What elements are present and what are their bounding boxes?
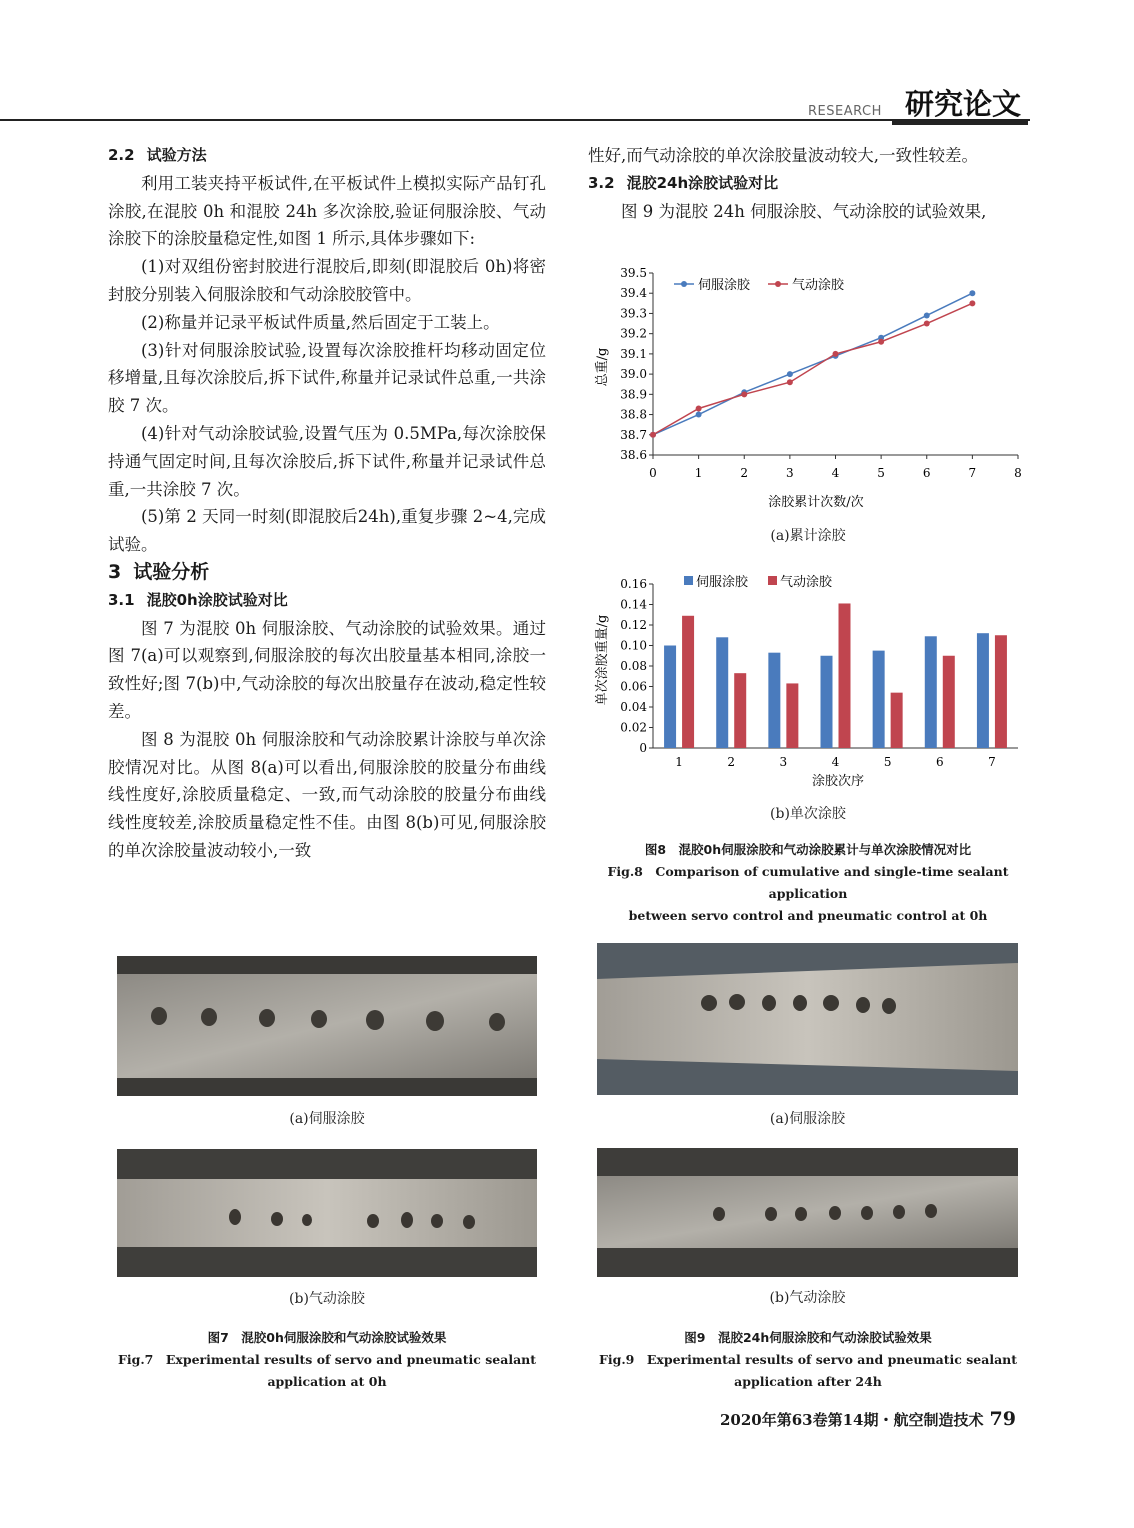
y-tick-label: 38.6 [620,448,647,462]
y-tick-label: 0.08 [620,659,647,673]
data-point-pneumatic [741,391,747,397]
y-tick-label: 39.4 [620,286,647,301]
paragraph: 利用工装夹持平板试件,在平板试件上模拟实际产品钉孔涂胶,在混胶 0h 和混胶 24h 多次涂胶,验证伺服涂胶、气动涂胶下的涂胶量稳定性,如图 1 所示,具体步骤如下: [108,173,546,249]
data-point-pneumatic [833,351,839,357]
step-4: (4)针对气动涂胶试验,设置气压为 0.5MPa,每次涂胶保持通气固定时间,且每次涂胶后,拆下试件,称量并记录试件总重,一共涂胶 7 次。 [108,423,546,499]
bar-servo [716,637,728,748]
fig7b-subcaption: (b)气动涂胶 [289,1291,365,1307]
data-point-servo [969,290,975,296]
y-tick-label: 0.06 [620,679,647,694]
bar-servo [977,633,989,748]
x-tick-label: 7 [988,755,996,769]
bar-pneumatic [839,603,851,748]
y-tick-label: 0.04 [620,700,647,714]
fig8b-subcaption: (b)单次涂胶 [770,806,846,822]
x-tick-label: 5 [877,466,885,480]
y-axis-label: 总重/g [595,347,610,387]
y-tick-label: 0.10 [620,638,647,653]
fig8a-subcaption: (a)累计涂胶 [770,528,846,544]
fig8a-line-chart [588,255,1028,520]
bar-pneumatic [943,656,955,748]
journal-info: 2020年第63卷第14期・航空制造技术 [720,1411,984,1429]
legend-label-servo: 伺服涂胶 [698,278,751,293]
y-tick-label: 38.7 [620,427,647,442]
paragraph: 图 7 为混胶 0h 伺服涂胶、气动涂胶的试验效果。通过图 7(a)可以观察到,伺服涂胶的每次出胶量基本相同,涂胶一致性好;图 7(b)中,气动涂胶的每次出胶量存在波动,稳定性较差。 [108,618,546,721]
y-tick-label: 0.12 [620,618,647,632]
y-tick-label: 39.0 [620,367,647,382]
bar-pneumatic [995,635,1007,748]
data-point-pneumatic [787,379,793,385]
fig8b-bar-chart [588,568,1028,793]
y-tick-label: 39.1 [620,346,647,361]
y-tick-label: 0.16 [620,577,647,591]
y-tick-label: 39.2 [620,326,647,341]
header-rule [0,119,1030,121]
y-tick-label: 0.14 [620,597,647,612]
x-tick-label: 3 [779,755,788,769]
bar-pneumatic [891,693,903,748]
x-tick-label: 2 [727,755,736,769]
step-2: (2)称量并记录平板试件质量,然后固定于工装上。 [141,312,500,332]
x-tick-label: 4 [831,466,840,480]
x-tick-label: 3 [786,466,794,480]
bar-pneumatic [734,673,746,748]
left-column [108,142,546,865]
fig7-caption-en: Fig.7 Experimental results of servo and pneumatic sealant application at 0h [117,1352,537,1389]
x-tick-label: 1 [694,466,703,480]
step-5: (5)第 2 天同一时刻(即混胶后24h),重复步骤 2~4,完成试验。 [108,507,546,555]
y-tick-label: 0.02 [620,720,647,735]
chart-legend [674,277,845,293]
x-tick-label: 4 [831,755,840,769]
x-tick-label: 5 [883,755,892,769]
x-tick-label: 6 [922,466,931,480]
x-tick-label: 7 [968,466,977,480]
fig7a-photo [117,956,537,1096]
bar-servo [873,651,885,748]
y-axis-label: 单次涂胶重量/g [595,614,610,706]
y-tick-label: 38.9 [620,387,647,402]
bar-pneumatic [786,683,798,748]
bar-pneumatic [682,616,694,748]
x-axis-label: 涂胶累计次数/次 [768,495,864,510]
section-3-heading: 3 试验分析 [108,560,210,583]
data-point-pneumatic [650,432,656,438]
fig9-caption-cn: 图9 混胶24h伺服涂胶和气动涂胶试验效果 [684,1330,932,1345]
legend-swatch-pneumatic [768,576,777,585]
data-point-servo [696,412,702,418]
right-column [588,142,1030,225]
page-number: 79 [989,1408,1016,1430]
fig9a-subcaption: (a)伺服涂胶 [769,1111,846,1127]
data-point-pneumatic [696,405,702,411]
legend-marker-servo [681,281,687,287]
step-1: (1)对双组份密封胶进行混胶后,即刻(即混胶后 0h)将密封胶分别装入伺服涂胶和气动涂胶胶管中。 [108,257,546,304]
paragraph: 图 8 为混胶 0h 伺服涂胶和气动涂胶累计涂胶与单次涂胶情况对比。从图 8(a)可以看出,伺服涂胶的胶量分布曲线线性度好,涂胶质量稳定、一致,而气动涂胶的胶量分布曲线线性度较差,涂胶质量稳定性不佳。由图 8(b)可见,伺服涂胶的单次涂胶量波动较小,一致 [108,729,546,860]
data-point-pneumatic [924,321,930,327]
step-3: (3)针对伺服涂胶试验,设置每次涂胶推杆均移动固定位移增量,且每次涂胶后,拆下试件,称量并记录试件总重,一共涂胶 7 次。 [108,340,546,416]
paragraph-continued: 性好,而气动涂胶的单次涂胶量波动较大,一致性较差。 [588,146,978,165]
data-point-pneumatic [969,300,975,306]
y-tick-label: 39.3 [620,306,647,321]
fig9b-subcaption: (b)气动涂胶 [769,1290,846,1306]
x-tick-label: 8 [1014,466,1022,480]
x-tick-label: 2 [740,466,749,480]
bar-servo [768,653,780,748]
page-footer [720,1408,1016,1430]
fig9-caption-en: Fig.9 Experimental results of servo and pneumatic sealant application after 24h [598,1352,1018,1389]
fig7-caption-cn: 图7 混胶0h伺服涂胶和气动涂胶试验效果 [207,1330,447,1345]
legend-label-pneumatic: 气动涂胶 [792,278,845,293]
legend-marker-pneumatic [775,281,781,287]
section-3-2-heading: 3.2 混胶24h涂胶试验对比 [588,173,779,192]
fig7a-subcaption: (a)伺服涂胶 [289,1111,365,1127]
section-3-1-heading: 3.1 混胶0h涂胶试验对比 [108,590,288,609]
chart-legend [684,574,833,590]
fig9a-photo [597,943,1018,1095]
data-point-servo [924,312,930,318]
fig8-caption-en: Fig.8 Comparison of cumulative and single-time sealant application between servo control and pneumatic control at 0h [607,864,1009,923]
fig8-caption-cn: 图8 混胶0h伺服涂胶和气动涂胶累计与单次涂胶情况对比 [644,842,972,857]
paragraph: 图 9 为混胶 24h 伺服涂胶、气动涂胶的试验效果, [621,201,987,221]
fig9b-photo [597,1148,1018,1277]
bar-servo [821,656,833,748]
fig7b-photo [117,1149,537,1277]
x-tick-label: 6 [935,755,944,769]
x-tick-label: 0 [649,466,657,480]
header-research-label: RESEARCH [808,104,882,119]
legend-label-servo: 伺服涂胶 [696,575,749,590]
x-axis-label: 涂胶次序 [811,774,865,789]
y-tick-label: 38.8 [620,407,647,422]
section-2-2-heading: 2.2 试验方法 [108,146,207,164]
legend-swatch-servo [684,576,693,585]
y-tick-label: 0 [639,741,647,755]
x-tick-label: 1 [675,755,683,769]
header-section-title: 研究论文 [905,87,1022,121]
legend-label-pneumatic: 气动涂胶 [780,575,833,590]
data-point-pneumatic [878,339,884,345]
y-tick-label: 39.5 [620,266,647,280]
data-point-servo [787,371,793,377]
bar-servo [664,646,676,749]
bar-servo [925,636,937,748]
